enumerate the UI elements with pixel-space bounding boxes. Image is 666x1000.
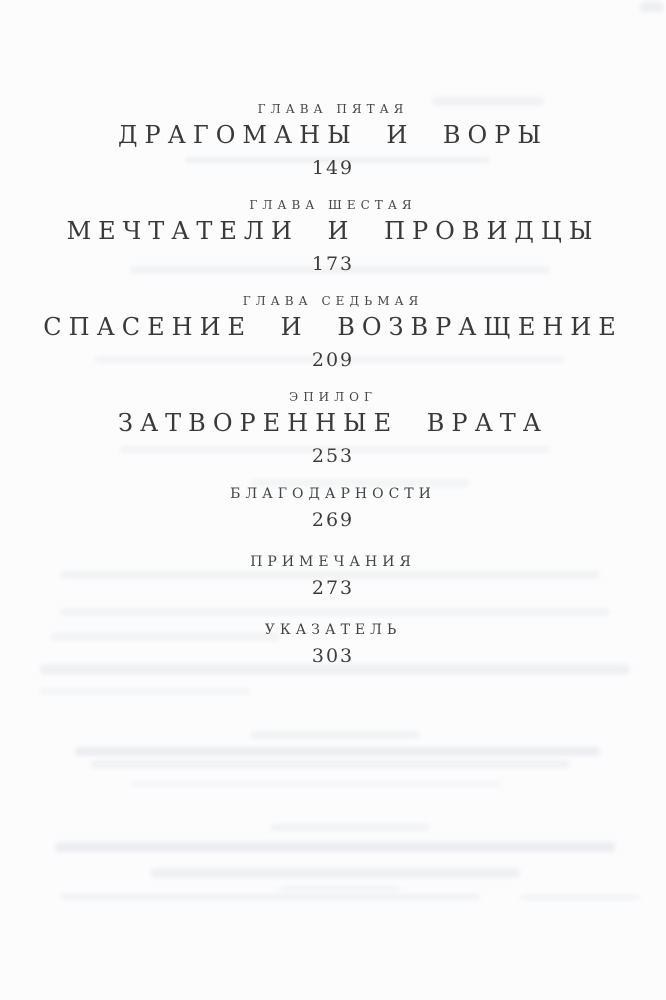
show-through-smudge: [150, 868, 520, 878]
chapter-label: ГЛАВА СЕДЬМАЯ: [242, 294, 424, 308]
show-through-smudge: [55, 842, 615, 852]
chapter-label: ГЛАВА ШЕСТАЯ: [249, 198, 417, 212]
chapter-title: ЗАТВОРЕННЫЕ ВРАТА: [118, 409, 548, 437]
show-through-smudge: [60, 893, 480, 900]
chapter-label: ГЛАВА ПЯТАЯ: [257, 102, 409, 116]
toc-entry-chapter-7: [0, 293, 666, 371]
chapter-label: ЭПИЛОГ: [289, 390, 377, 404]
toc-entry-chapter-5: [0, 101, 666, 179]
section-title: УКАЗАТЕЛЬ: [264, 622, 402, 638]
show-through-smudge: [250, 731, 420, 739]
chapter-title: МЕЧТАТЕЛИ И ПРОВИДЦЫ: [66, 217, 600, 245]
toc-entry-index: [0, 621, 666, 667]
show-through-smudge: [90, 760, 570, 768]
show-through-smudge: [130, 781, 500, 787]
page-number: 303: [311, 645, 355, 667]
page-number: 209: [311, 349, 355, 371]
page-number: 273: [311, 577, 355, 599]
show-through-smudge: [520, 894, 640, 900]
section-title: ПРИМЕЧАНИЯ: [250, 554, 416, 570]
toc-entry-notes: [0, 553, 666, 599]
show-through-smudge: [75, 747, 600, 756]
section-title: БЛАГОДАРНОСТИ: [230, 486, 436, 502]
show-through-smudge: [40, 688, 250, 694]
chapter-title: ДРАГОМАНЫ И ВОРЫ: [118, 121, 548, 149]
page-number: 149: [311, 157, 355, 179]
chapter-title: СПАСЕНИЕ И ВОЗВРАЩЕНИЕ: [43, 313, 623, 341]
page-number: 253: [311, 445, 355, 467]
toc-entry-chapter-6: [0, 197, 666, 275]
page-number: 173: [311, 253, 355, 275]
show-through-smudge: [270, 824, 430, 831]
page-number: 269: [311, 509, 355, 531]
show-through-smudge: [280, 886, 400, 890]
toc-entry-acknowledgements: [0, 485, 666, 531]
toc-entry-epilogue: [0, 389, 666, 467]
